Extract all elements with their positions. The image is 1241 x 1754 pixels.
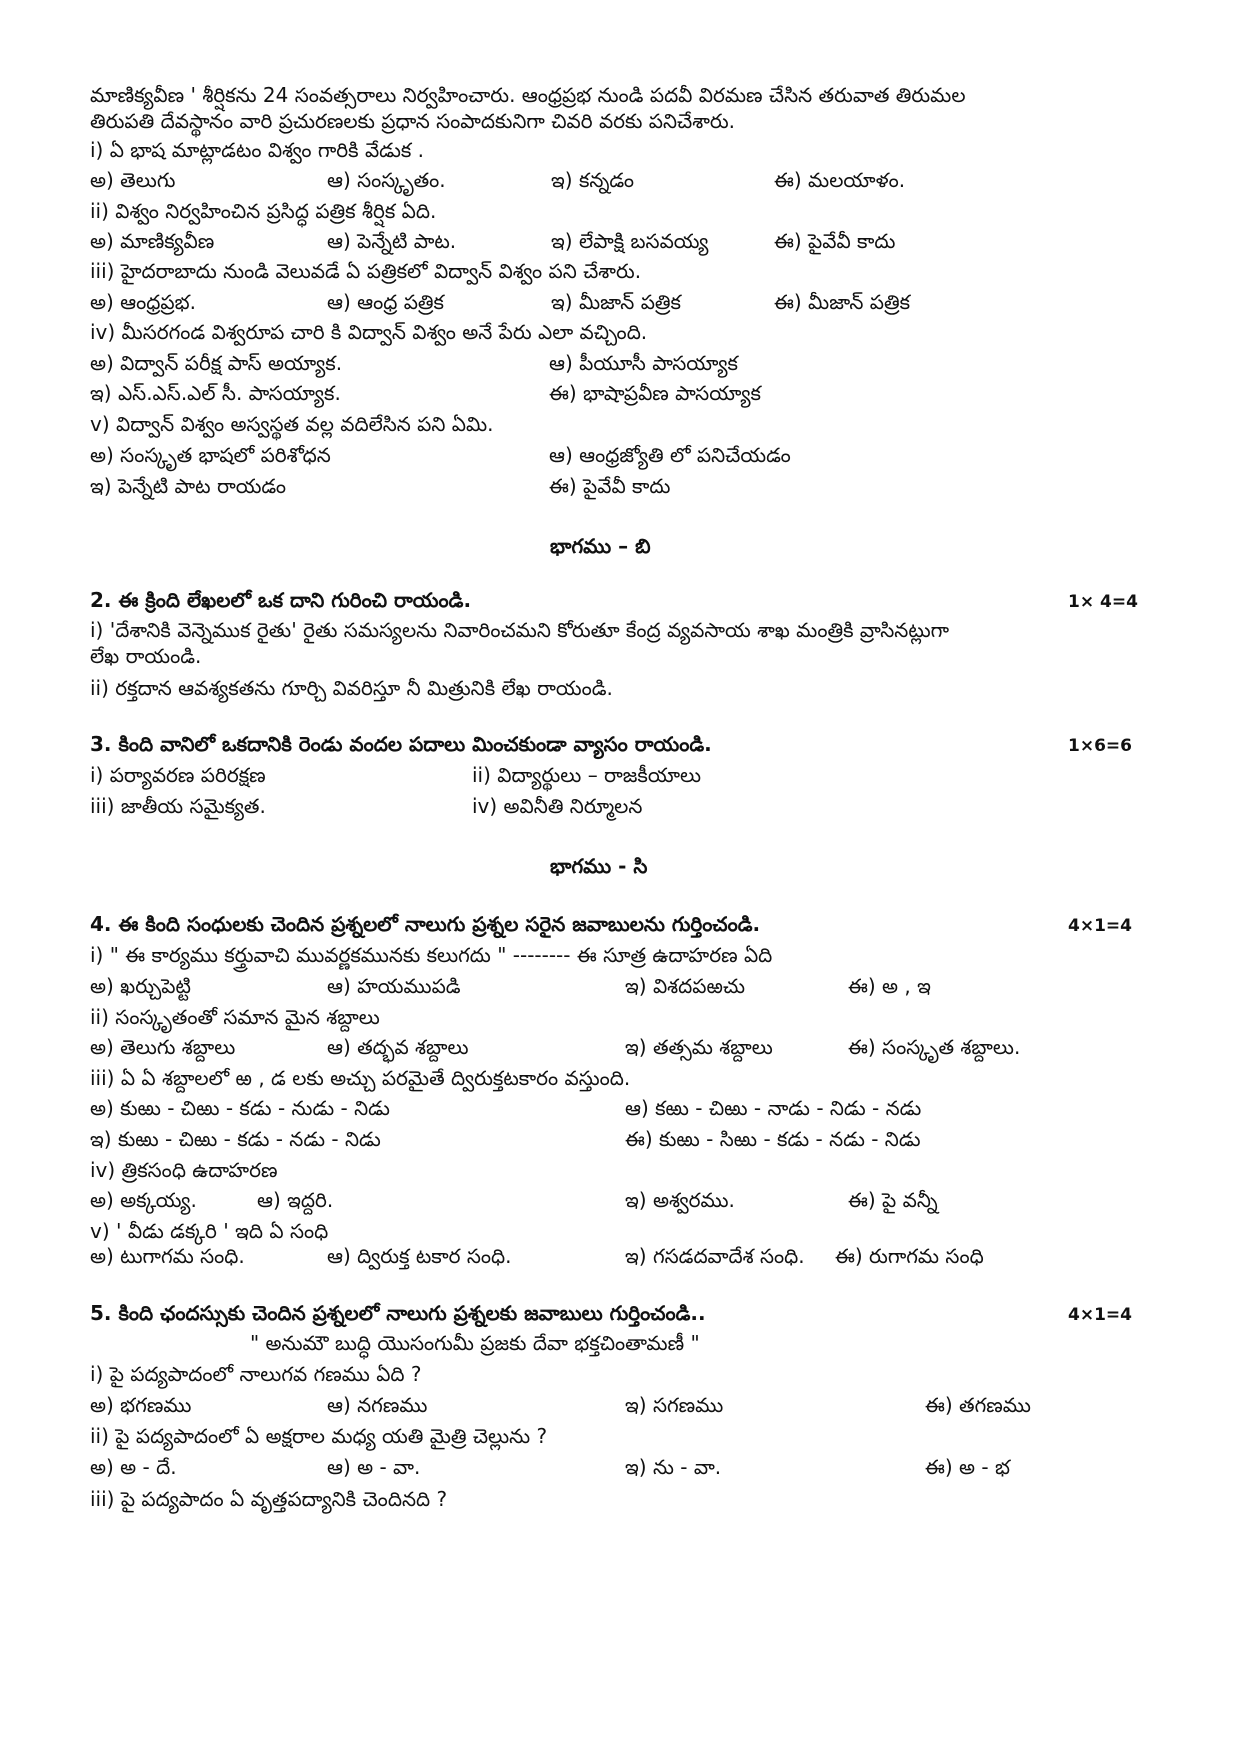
question-text: iv) మీసరగండ విశ్వరూప చారి కి విద్వాన్ విశ్వం అనే పేరు ఎలా వచ్చింది. — [90, 320, 648, 344]
question-text: iii) హైదరాబాదు నుండి వెలువడే ఏ పత్రికలో విద్వాన్ విశ్వం పని చేశారు. — [90, 259, 642, 283]
question-2-marks: 1× 4=4 — [1068, 592, 1138, 612]
question-text: ii) సంస్కృతంతో సమాన మైన శబ్దాలు — [90, 1005, 380, 1029]
option-a: అ) విద్వాన్ పరీక్ష పాస్ అయ్యాక. — [90, 351, 343, 375]
option-d: ఈ) భాషాప్రవీణ పాసయ్యాక — [549, 381, 761, 405]
option-b: ఆ) సంస్కృతం. — [327, 168, 446, 192]
option-a: అ) అ - దే. — [90, 1455, 177, 1479]
option-c: ఇ) సగణము — [625, 1393, 724, 1417]
option-c: ఇ) లేపాక్షి బసవయ్య — [551, 229, 709, 253]
option-b: ఆ) ద్విరుక్త టకార సంధి. — [327, 1244, 512, 1268]
option-d: ఈ) మీజాన్ పత్రిక — [774, 290, 911, 314]
question-5-title: 5. కింది ఛందస్సుకు చెందిన ప్రశ్నలలో నాలుగు ప్రశ్నలకు జవాబులు గుర్తించండి.. — [90, 1301, 706, 1325]
option-a: అ) టుగాగమ సంధి. — [90, 1244, 245, 1268]
question-4-marks: 4×1=4 — [1068, 916, 1132, 936]
option-b: ఆ) పీయూసీ పాసయ్యాక — [549, 351, 738, 375]
option-d: ఈ) పై వన్నీ — [848, 1188, 938, 1212]
option-c: ఇ) కుఱు - చిఱు - కడు - నడు - నిడు — [90, 1127, 381, 1151]
question-3-title: 3. కింది వానిలో ఒకదానికి రెండు వందల పదాలు మించకుండా వ్యాసం రాయండి. — [90, 732, 712, 756]
question-2-option-i-cont: లేఖ రాయండి. — [90, 644, 202, 668]
essay-topic: i) పర్యావరణ పరిరక్షణ — [90, 763, 266, 787]
option-a: అ) తెలుగు శబ్దాలు — [90, 1035, 236, 1059]
verse-line: " అనుమౌ బుద్ధి యొసంగుమీ ప్రజకు దేవా భక్తచింతామణీ " — [250, 1331, 700, 1355]
option-a: అ) అక్కయ్య. — [90, 1188, 197, 1212]
option-d: ఈ) సంస్కృత శబ్దాలు. — [848, 1035, 1021, 1059]
option-c: ఇ) గసడదవాదేశ సంధి. — [625, 1244, 805, 1268]
option-d: ఈ) మలయాళం. — [774, 168, 906, 192]
option-a: అ) కుఱు - చిఱు - కడు - నుడు - నిడు — [90, 1096, 390, 1120]
option-d: ఈ) తగణము — [925, 1393, 1031, 1417]
option-a: అ) సంస్కృత భాషలో పరిశోధన — [90, 443, 331, 467]
option-c: ఇ) విశదపఱచు — [625, 974, 746, 998]
question-text: iii) ఏ ఏ శబ్దాలలో ఱ , డ లకు అచ్చు పరమైతే ద్విరుక్తటకారం వస్తుంది. — [90, 1066, 631, 1090]
question-3-marks: 1×6=6 — [1068, 736, 1132, 756]
option-b: ఆ) అ - వా. — [327, 1455, 421, 1479]
option-c: ఇ) అశ్వరము. — [625, 1188, 735, 1212]
essay-topic: ii) విద్యార్థులు – రాజకీయాలు — [472, 763, 702, 787]
option-c: ఇ) ఎస్.ఎస్.ఎల్ సీ. పాసయ్యాక. — [90, 381, 341, 405]
section-heading: భాగము – బి — [550, 534, 651, 558]
option-b: ఆ) హయముపడి — [327, 974, 461, 998]
question-text: iv) త్రికసంధి ఉదాహరణ — [90, 1158, 278, 1182]
option-d: ఈ) రుగాగమ సంధి — [835, 1244, 984, 1268]
option-b: ఆ) నగణము — [327, 1393, 428, 1417]
option-b: ఆ) ఇద్దరి. — [257, 1188, 334, 1212]
option-c: ఇ) కన్నడం — [551, 168, 635, 192]
option-b: ఆ) పెన్నేటి పాట. — [327, 229, 457, 253]
option-b: ఆ) ఆంధ్ర పత్రిక — [327, 290, 444, 314]
option-d: ఈ) కుఱు - సిఱు - కడు - నడు - నిడు — [625, 1127, 921, 1151]
option-d: ఈ) అ , ఇ — [848, 974, 931, 998]
option-b: ఆ) ఆంధ్రజ్యోతి లో పనిచేయడం — [549, 443, 791, 467]
option-a: అ) భగణము — [90, 1393, 192, 1417]
question-text: iii) పై పద్యపాదం ఏ వృత్తపద్యానికి చెందినది ? — [90, 1487, 448, 1511]
question-text: v) ' వీడు డక్కరి ' ఇది ఏ సంధి — [90, 1219, 329, 1243]
option-c: ఇ) ను - వా. — [625, 1455, 722, 1479]
option-d: ఈ) పైవేవీ కాదు — [549, 474, 671, 498]
question-5-marks: 4×1=4 — [1068, 1305, 1132, 1325]
question-text: i) పై పద్యపాదంలో నాలుగవ గణము ఏది ? — [90, 1362, 422, 1386]
intro-line-1: మాణిక్యవీణ ' శీర్షికను 24 సంవత్సరాలు నిర్వహించారు. ఆంధ్రప్రభ నుండి పదవీ విరమణ చేసిన తరువాత తిరుమల — [90, 83, 966, 107]
question-4-title: 4. ఈ కింది సంధులకు చెందిన ప్రశ్నలలో నాలుగు ప్రశ్నల సరైన జవాబులను గుర్తించండి. — [90, 912, 761, 936]
question-text: ii) విశ్వం నిర్వహించిన ప్రసిద్ధ పత్రిక శీర్షిక ఏది. — [90, 199, 437, 223]
option-a: అ) తెలుగు — [90, 168, 176, 192]
option-c: ఇ) పెన్నేటి పాట రాయడం — [90, 474, 287, 498]
option-b: ఆ) కఱు - చిఱు - నాడు - నిడు - నడు — [625, 1096, 922, 1120]
option-d: ఈ) అ - భ — [925, 1455, 1010, 1479]
question-text: ii) పై పద్యపాదంలో ఏ అక్షరాల మధ్య యతి మైత్రి చెల్లును ? — [90, 1424, 548, 1448]
option-a: అ) మాణిక్యవీణ — [90, 229, 215, 253]
question-2-option-i: i) 'దేశానికి వెన్నెముక రైతు' రైతు సమస్యలను నివారించమని కోరుతూ కేంద్ర వ్యవసాయ శాఖ మంత్రికి వ్రాసినట్లుగా — [90, 618, 950, 642]
intro-line-2: తిరుపతి దేవస్థానం వారి ప్రచురణలకు ప్రధాన సంపాదకునిగా చివరి వరకు పనిచేశారు. — [90, 109, 735, 133]
question-text: i) ఏ భాష మాట్లాడటం విశ్వం గారికి వేడుక . — [90, 138, 425, 162]
question-text: v) విద్వాన్ విశ్వం అస్వస్థత వల్ల వదిలేసిన పని ఏమి. — [90, 412, 494, 436]
option-a: అ) ఆంధ్రప్రభ. — [90, 290, 196, 314]
question-2-option-ii: ii) రక్తదాన ఆవశ్యకతను గూర్చి వివరిస్తూ నీ మిత్రునికి లేఖ రాయండి. — [90, 676, 613, 700]
essay-topic: iii) జాతీయ సమైక్యత. — [90, 794, 266, 818]
question-text: i) " ఈ కార్యము కర్త్రువాచి మువర్ణకమునకు కలుగదు " -------- ఈ సూత్ర ఉదాహరణ ఏది — [90, 943, 773, 967]
option-b: ఆ) తద్భవ శబ్దాలు — [327, 1035, 469, 1059]
option-c: ఇ) మీజాన్ పత్రిక — [551, 290, 681, 314]
option-d: ఈ) పైవేవీ కాదు — [774, 229, 896, 253]
question-2-title: 2. ఈ క్రింది లేఖలలో ఒక దాని గురించి రాయండి. — [90, 588, 472, 612]
essay-topic: iv) అవినీతి నిర్మూలన — [472, 794, 643, 818]
option-a: అ) ఖర్చుపెట్టి — [90, 974, 191, 998]
option-c: ఇ) తత్సమ శబ్దాలు — [625, 1035, 773, 1059]
section-heading: భాగము - సి — [550, 854, 648, 878]
